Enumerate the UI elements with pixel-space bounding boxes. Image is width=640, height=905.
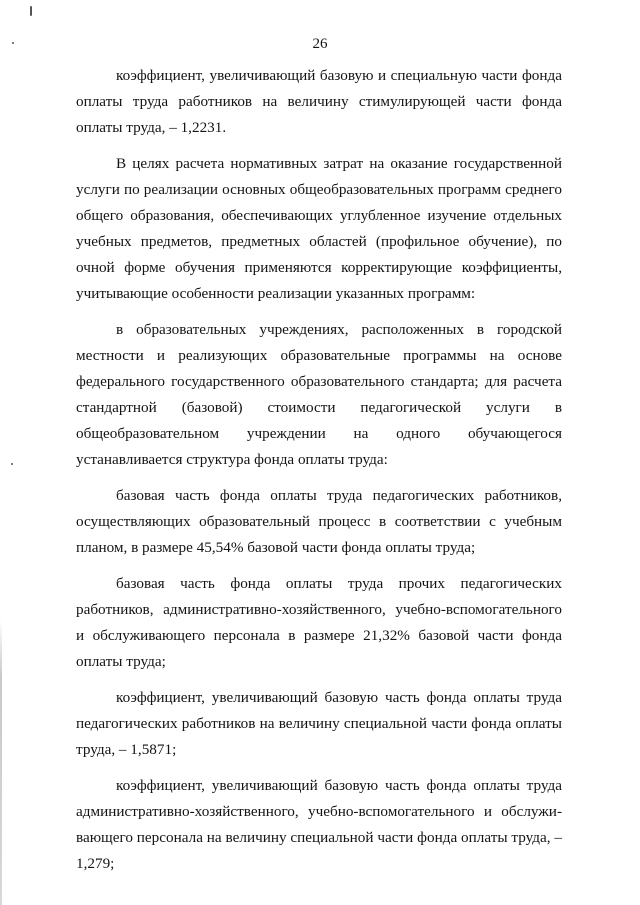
document-body (76, 63, 562, 887)
page-number: 26 (312, 36, 328, 52)
scan-speck (11, 463, 13, 465)
scan-speck (12, 42, 14, 44)
paragraph-base-part-teachers: базовая часть фонда оплаты труда педагогических работников, осуществляющих образовательный процесс в соответствии с учебным планом, в размере 45,54% базовой части фонда оплаты труда; (76, 487, 562, 556)
paragraph-base-part-other-staff: базовая часть фонда оплаты труда прочих педагогических работников, административно-хозяйственного, учебно-вспомогательного и обслуживающего персонала в размере 21,32% базовой части фонда оплаты труда; (76, 575, 562, 670)
paragraph-calculation-purpose: В целях расчета нормативных затрат на оказание государственной услуги по реализации основных общеобразовательных программ среднего общего образования, обеспечивающих углубленное изучение отдельных учебных предметов, предметных областей (профильное обучение), по очной форме обучения применяются корректирующие коэффициенты, учитывающие особенности реализации указанных программ: (76, 155, 562, 302)
scan-edge-shadow (0, 620, 2, 905)
paragraph-coefficient-staff-special: коэффициент, увеличивающий базовую часть фонда оплаты труда административно-хозяйственного, учебно-вспомогательного и обслуживающего персонала на величину специальной части фонда оплаты труда, – 1,279; (76, 777, 562, 872)
paragraph-coefficient-stimulating: коэффициент, увеличивающий базовую и специальную части фонда оплаты труда работников на величину стимулирующей части фонда оплаты труда, – 1,2231. (76, 67, 562, 136)
paragraph-urban-institutions: в образовательных учреждениях, расположенных в городской местности и реализующих образовательные программы на основе федерального государственного образовательного стандарта; для расчета стандартной (базовой) стоимости педагогической услуги в общеобразовательном учреждении на одного обучающегося устанавливается структура фонда оплаты труда: (76, 321, 562, 468)
scan-speck (30, 6, 32, 16)
paragraph-coefficient-teachers-special: коэффициент, увеличивающий базовую часть фонда оплаты труда педагогических работников на величину специальной части фонда оплаты труда, – 1,5871; (76, 689, 562, 758)
